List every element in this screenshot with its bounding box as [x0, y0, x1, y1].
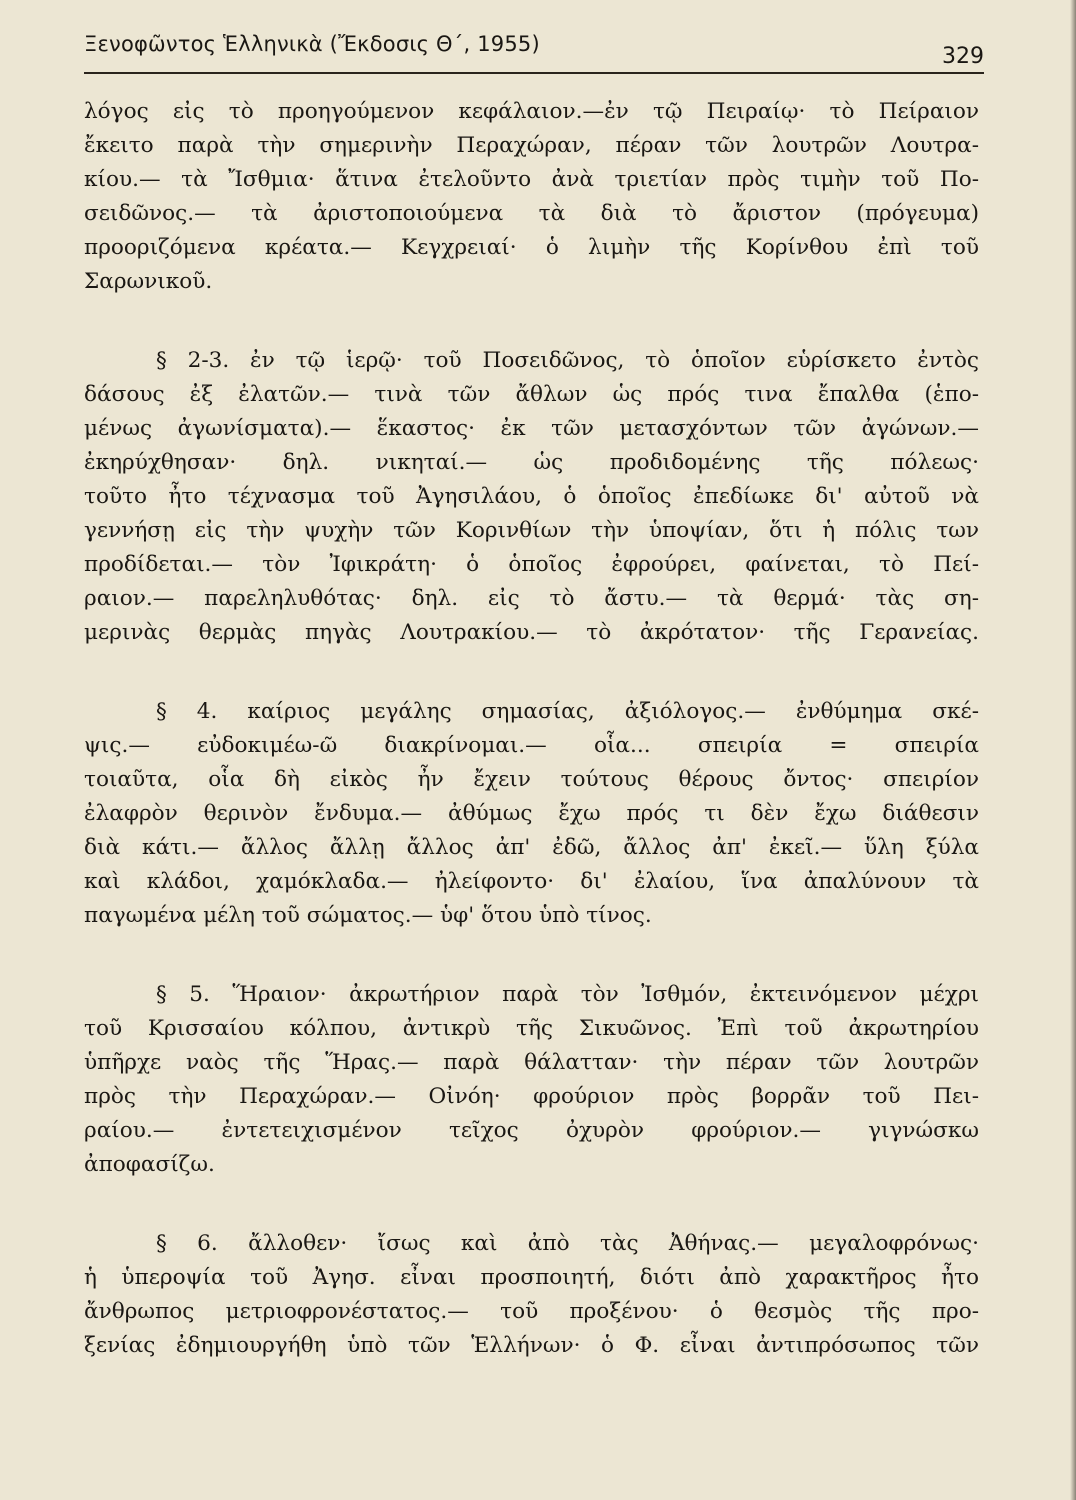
text-line: ἐλαφρὸν θερινὸν ἔνδυμα.— ἀθύμως ἔχω πρός τι δὲν ἔχω διάθεσιν	[84, 801, 979, 826]
text-line: διὰ κάτι.— ἄλλος ἄλλῃ ἄλλος ἀπ' ἐδῶ, ἄλλος ἀπ' ἐκεῖ.— ὕλη ξύλα	[84, 835, 979, 860]
text-line: ὑπῆρχε ναὸς τῆς Ἥρας.— παρὰ θάλατταν· τὴν πέραν τῶν λουτρῶν	[84, 1050, 979, 1075]
paragraph-intro	[84, 95, 979, 299]
text-line: ἀποφασίζω.	[84, 1152, 215, 1177]
text-line: μερινὰς θερμὰς πηγὰς Λουτρακίου.— τὸ ἀκρότατον· τῆς Γερανείας.	[84, 620, 979, 645]
text-line: ἡ ὑπεροψία τοῦ Ἀγησ. εἶναι προσποιητή, διότι ἀπὸ χαρακτῆρος ἦτο	[84, 1265, 979, 1290]
text-line: λόγος εἰς τὸ προηγούμενον κεφάλαιον.—ἐν τῷ Πειραίῳ· τὸ Πείραιον	[84, 99, 979, 124]
text-line: ἄνθρωπος μετριοφρονέστατος.— τοῦ προξένου· ὁ θεσμὸς τῆς προ-	[84, 1299, 979, 1324]
text-line: κίου.— τὰ Ἴσθμια· ἅτινα ἐτελοῦντο ἀνὰ τριετίαν πρὸς τιμὴν τοῦ Πο-	[84, 167, 979, 192]
page-number: 329	[942, 44, 984, 69]
paragraph-section-5	[84, 978, 979, 1182]
paragraph-section-6	[84, 1227, 979, 1363]
paragraph-section-2-3	[84, 344, 979, 650]
text-line: δάσους ἐξ ἐλατῶν.— τινὰ τῶν ἄθλων ὡς πρός τινα ἔπαλθα (ἑπο-	[84, 382, 979, 407]
page-edge-shadow	[1070, 0, 1076, 1500]
commentary-text	[84, 95, 979, 1408]
running-title: Ξενοφῶντος Ἑλληνικὰ (Ἔκδοσις Θ΄, 1955)	[84, 32, 540, 56]
text-line: ἔκειτο παρὰ τὴν σημερινὴν Περαχώραν, πέραν τῶν λουτρῶν Λουτρα-	[84, 133, 979, 158]
text-line: ραιον.— παρεληλυθότας· δηλ. εἰς τὸ ἄστυ.— τὰ θερμά· τὰς ση-	[84, 586, 979, 611]
text-line: προοριζόμενα κρέατα.— Κεγχρειαί· ὁ λιμὴν τῆς Κορίνθου ἐπὶ τοῦ	[84, 235, 979, 260]
text-line: ραίου.— ἐντετειχισμένον τεῖχος ὀχυρὸν φρούριον.— γιγνώσκω	[84, 1118, 979, 1143]
text-line: μένως ἀγωνίσματα).— ἕκαστος· ἐκ τῶν μετασχόντων τῶν ἀγώνων.—	[84, 416, 979, 441]
text-line: παγωμένα μέλη τοῦ σώματος.— ὑφ' ὅτου ὑπὸ τίνος.	[84, 903, 652, 928]
text-line: καὶ κλάδοι, χαμόκλαδα.— ἠλείφοντο· δι' ἐλαίου, ἵνα ἀπαλύνουν τὰ	[84, 869, 979, 894]
text-line: τοιαῦτα, οἷα δὴ εἰκὸς ἦν ἔχειν τούτους θέρους ὄντος· σπειρίον	[84, 767, 979, 792]
running-header	[84, 30, 984, 80]
text-line: σειδῶνος.— τὰ ἀριστοποιούμενα τὰ διὰ τὸ ἄριστον (πρόγευμα)	[84, 201, 979, 226]
text-line: § 5. Ἥραιον· ἀκρωτήριον παρὰ τὸν Ἰσθμόν, ἐκτεινόμενον μέχρι	[156, 982, 979, 1007]
text-line: § 6. ἄλλοθεν· ἴσως καὶ ἀπὸ τὰς Ἀθήνας.— μεγαλοφρόνως·	[156, 1231, 979, 1256]
paragraph-section-4	[84, 695, 979, 933]
text-line: ψις.— εὐδοκιμέω-ῶ διακρίνομαι.— οἷα... σπειρία = σπειρία	[84, 733, 979, 758]
header-rule	[84, 72, 984, 74]
text-line: τοῦ Κρισσαίου κόλπου, ἀντικρὺ τῆς Σικυῶνος. Ἐπὶ τοῦ ἀκρωτηρίου	[84, 1016, 979, 1041]
text-line: ἐκηρύχθησαν· δηλ. νικηταί.— ὡς προδιδομένης τῆς πόλεως·	[84, 450, 979, 475]
text-line: § 2-3. ἐν τῷ ἱερῷ· τοῦ Ποσειδῶνος, τὸ ὁποῖον εὑρίσκετο ἐντὸς	[156, 348, 979, 373]
text-line: Σαρωνικοῦ.	[84, 269, 213, 294]
text-line: τοῦτο ἦτο τέχνασμα τοῦ Ἀγησιλάου, ὁ ὁποῖος ἐπεδίωκε δι' αὐτοῦ νὰ	[84, 484, 979, 509]
text-line: προδίδεται.— τὸν Ἰφικράτη· ὁ ὁποῖος ἐφρούρει, φαίνεται, τὸ Πεί-	[84, 552, 979, 577]
text-line: ξενίας ἐδημιουργήθη ὑπὸ τῶν Ἑλλήνων· ὁ Φ. εἶναι ἀντιπρόσωπος τῶν	[84, 1333, 979, 1358]
text-line: πρὸς τὴν Περαχώραν.— Οἰνόη· φρούριον πρὸς βορρᾶν τοῦ Πει-	[84, 1084, 979, 1109]
text-line: § 4. καίριος μεγάλης σημασίας, ἀξιόλογος.— ἐνθύμημα σκέ-	[156, 699, 979, 724]
text-line: γεννήσῃ εἰς τὴν ψυχὴν τῶν Κορινθίων τὴν ὑποψίαν, ὅτι ἡ πόλις των	[84, 518, 979, 543]
